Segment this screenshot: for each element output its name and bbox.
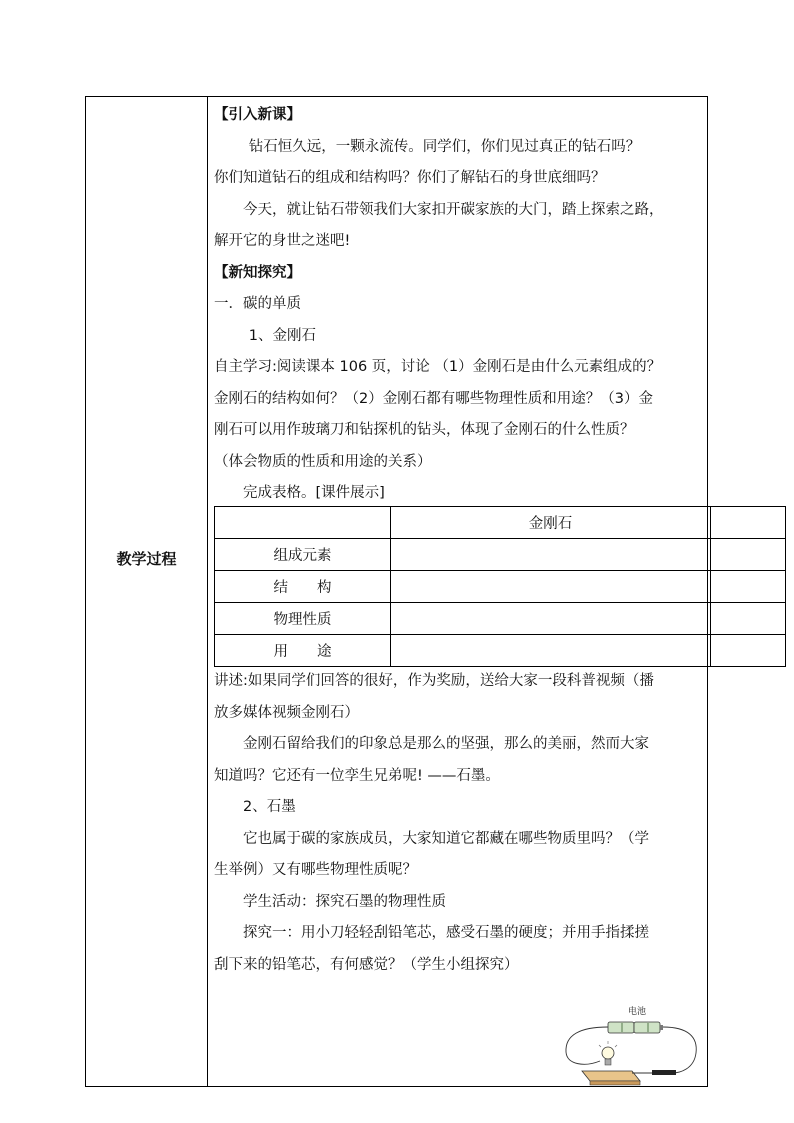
intro-paragraph-1: 钻石恒久远，一颗永流传。同学们，你们见过真正的钻石吗？ [248,138,641,155]
student-activity-line: 学生活动：探究石墨的物理性质 [243,893,446,910]
bulb-icon [599,1041,617,1065]
self-study-line-3: 刚石可以用作玻璃刀和钻探机的钻头，体现了金刚石的什么性质？ [214,422,635,438]
teaching-process-label: 教学过程 [116,550,177,568]
narration-line-3: 金刚石留给我们的印象总是那么的坚强，那么的美丽，然而大家 [243,736,649,752]
lesson-content-continued [214,666,708,981]
table-cell [391,539,711,571]
table-cell [711,539,786,571]
wire-right [663,1027,696,1073]
board-icon [582,1071,640,1085]
narration-line-2: 放多媒体视频金刚石） [214,704,359,721]
table-cell [711,507,786,539]
wire-left [566,1027,608,1064]
inquiry-line-1: 探究一：用小刀轻轻刮铅笔芯，感受石墨的硬度；并用手指揉搓 [243,925,649,941]
intro-paragraph-1b: 你们知道钻石的组成和结构吗？你们了解钻石的身世底细吗？ [214,170,606,186]
intro-paragraph-2b: 解开它的身世之迷吧! [214,233,351,249]
intro-paragraph-2: 今天，就让钻石带领我们大家扣开碳家族的大门，踏上探索之路， [243,201,664,218]
table-row [215,571,786,603]
table-row [215,539,786,571]
battery-icon [608,1022,663,1033]
subsection-graphite: 2、石墨 [243,799,296,815]
graphite-line-1: 它也属于碳的家族成员，大家知道它都藏在哪些物质里吗？（学 [243,830,649,847]
subsection-diamond: 1、金刚石 [248,327,317,344]
self-study-line-1: 自主学习:阅读课本 106 页，讨论 （1）金刚石是由什么元素组成的？ [214,359,662,375]
explore-heading: 【新知探究】 [214,264,301,281]
self-study-line-2: 金刚石的结构如何？（2）金刚石都有哪些物理性质和用途？（3）金 [214,390,653,407]
row-label-composition: 组成元素 [215,539,391,571]
table-cell [711,635,786,667]
pencil-lead-icon [632,1070,676,1075]
intro-heading: 【引入新课】 [214,107,301,123]
graphite-line-2: 生举例）又有哪些物理性质呢？ [214,862,417,878]
table-row [215,635,786,667]
narration-line-4: 知道吗？它还有一位孪生兄弟呢! ——石墨。 [214,767,500,784]
row-label-structure: 结 构 [215,571,391,603]
narration-line-1: 讲述:如果同学们回答的很好，作为奖励，送给大家一段科普视频（播 [214,673,654,689]
row-label-uses: 用 途 [215,635,391,667]
table-cell [391,603,711,635]
complete-table-note: 完成表格。[课件展示] [243,485,385,501]
table-cell [391,571,711,603]
self-study-line-4: （体会物质的性质和用途的关系） [214,453,432,470]
battery-label: 电池 [628,1006,647,1016]
lesson-content [214,100,708,510]
inquiry-line-2: 刮下来的铅笔芯，有何感觉？（学生小组探究） [214,956,519,973]
table-cell [215,507,391,539]
table-row [215,603,786,635]
table-header-row [215,507,786,539]
table-cell [391,635,711,667]
section-carbon-elements: 一．碳的单质 [214,296,301,312]
row-label-physical-properties: 物理性质 [215,603,391,635]
diamond-property-table [214,506,786,667]
circuit-diagram [560,997,700,1089]
table-cell [711,603,786,635]
table-cell [711,571,786,603]
table-header-diamond: 金刚石 [391,507,711,539]
column-divider [207,96,208,1087]
